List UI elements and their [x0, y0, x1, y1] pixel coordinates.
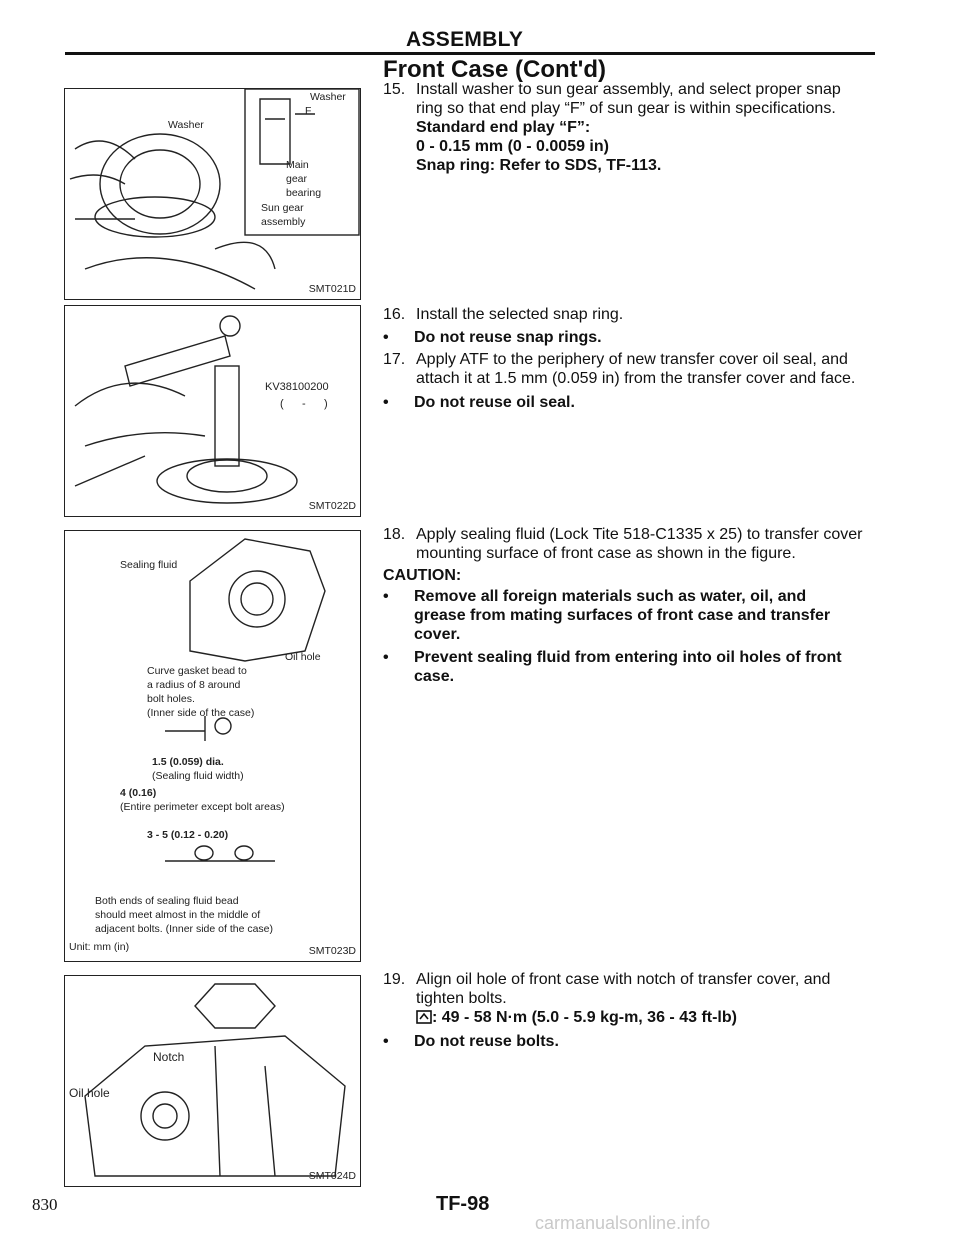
dim-3-5mm: 3 - 5 (0.12 - 0.20) [147, 829, 229, 841]
torque-wrench-icon [416, 1010, 432, 1024]
dim-bead-dia: 1.5 (0.059) dia. [152, 756, 224, 768]
page-title: Front Case (Cont'd) [383, 56, 607, 83]
step-19 [383, 970, 883, 1027]
step-number: 16. [383, 306, 406, 323]
bullet-text: Do not reuse oil seal. [414, 394, 575, 411]
watermark: carmanualsonline.info [535, 1213, 711, 1233]
note-line: a radius of 8 around [147, 679, 241, 691]
label-tool-number: KV38100200 [265, 381, 329, 393]
caution-label [383, 566, 461, 585]
label-sun-gear: Sun gear [261, 202, 304, 214]
step-number: 17. [383, 351, 406, 368]
label-sealing-fluid: Sealing fluid [120, 559, 178, 571]
step-text: tighten bolts. [416, 990, 507, 1007]
step-text: attach it at 1.5 mm (0.059 in) from the transfer cover and face. [416, 370, 856, 387]
figure-code: SMT023D [308, 945, 356, 957]
figure-smt021d [64, 88, 361, 300]
label-bearing: bearing [286, 187, 322, 199]
step-number: 15. [383, 81, 406, 98]
bullet-text: grease from mating surfaces of front case and transfer [414, 607, 831, 624]
bullet-text: Do not reuse snap rings. [414, 329, 602, 346]
bullet-16: • Do not reuse snap rings. [383, 328, 883, 347]
step-16 [383, 305, 883, 324]
label-oil-hole: Oil hole [285, 651, 321, 663]
step-17 [383, 350, 883, 388]
step-number: 18. [383, 526, 406, 543]
note-line: bolt holes. [147, 693, 195, 705]
page-number: 830 [32, 1195, 58, 1214]
bullet-18-1: • Remove all foreign materials such as water, oil, and grease from mating surfaces of front case and transfer cover. [383, 587, 873, 644]
figure-smt023d [64, 530, 361, 962]
step-18 [383, 525, 883, 563]
note-line: Both ends of sealing fluid bead [95, 895, 239, 907]
caution-text: CAUTION: [383, 567, 462, 584]
step-number: 19. [383, 971, 406, 988]
label-tool-paren: ( - ) [280, 398, 328, 410]
label-assembly: assembly [261, 216, 306, 228]
step-text: Install washer to sun gear assembly, and select proper snap [416, 81, 841, 98]
spec-label: Standard end play “F”: [416, 119, 591, 136]
step-text: ring so that end play “F” of sun gear is within specifications. [416, 100, 836, 117]
step-text: Install the selected snap ring. [416, 306, 624, 323]
bullet-text: Remove all foreign materials such as water, oil, and [414, 588, 807, 605]
figure-smt022d [64, 305, 361, 517]
torque-value: : 49 - 58 N·m (5.0 - 5.9 kg-m, 36 - 43 ft-lb) [432, 1009, 737, 1026]
note-line: adjacent bolts. (Inner side of the case) [95, 923, 274, 935]
step-text: Align oil hole of front case with notch of transfer cover, and [416, 971, 831, 988]
page-code: TF-98 [436, 1193, 490, 1215]
section-header: ASSEMBLY [406, 28, 524, 51]
figure-smt024d [64, 975, 361, 1187]
bullet-text: Do not reuse bolts. [414, 1033, 559, 1050]
step-text: Apply ATF to the periphery of new transfer cover oil seal, and [416, 351, 848, 368]
label-f: F [305, 105, 312, 117]
dim-bead-width: (Sealing fluid width) [152, 770, 244, 782]
figure-code: SMT021D [308, 283, 356, 295]
dim-4mm-note: (Entire perimeter except bolt areas) [120, 801, 285, 813]
step-text: mounting surface of front case as shown in the figure. [416, 545, 796, 562]
step-text: Apply sealing fluid (Lock Tite 518-C1335 x 25) to transfer cover [416, 526, 863, 543]
label-oil-hole: Oil hole [69, 1086, 110, 1100]
bullet-18-2: • Prevent sealing fluid from entering into oil holes of front case. [383, 648, 873, 686]
figure-2-illustration [65, 306, 360, 516]
bullet-text: cover. [414, 626, 461, 643]
torque-spec [416, 1008, 883, 1027]
dim-4mm: 4 (0.16) [120, 787, 157, 799]
label-washer-left: Washer [168, 119, 204, 131]
bullet-text: Prevent sealing fluid from entering into oil holes of front [414, 649, 842, 666]
label-gear: gear [286, 173, 308, 185]
bullet-19: • Do not reuse bolts. [383, 1032, 883, 1051]
header-rule [65, 52, 875, 55]
note-line: (Inner side of the case) [147, 707, 255, 719]
figure-code: SMT024D [308, 1170, 356, 1182]
unit-label: Unit: mm (in) [69, 941, 130, 953]
step-15 [383, 80, 883, 175]
label-main: Main [286, 159, 309, 171]
note-line: should meet almost in the middle of [95, 909, 261, 921]
spec-value: 0 - 0.15 mm (0 - 0.0059 in) [416, 138, 609, 155]
figure-code: SMT022D [308, 500, 356, 512]
bullet-17: • Do not reuse oil seal. [383, 393, 883, 412]
label-notch: Notch [153, 1050, 185, 1064]
spec-snap-ring: Snap ring: Refer to SDS, TF-113. [416, 157, 662, 174]
figure-4-illustration [65, 976, 360, 1186]
bullet-text: case. [414, 668, 455, 685]
label-washer-right: Washer [310, 91, 346, 103]
note-line: Curve gasket bead to [147, 665, 247, 677]
